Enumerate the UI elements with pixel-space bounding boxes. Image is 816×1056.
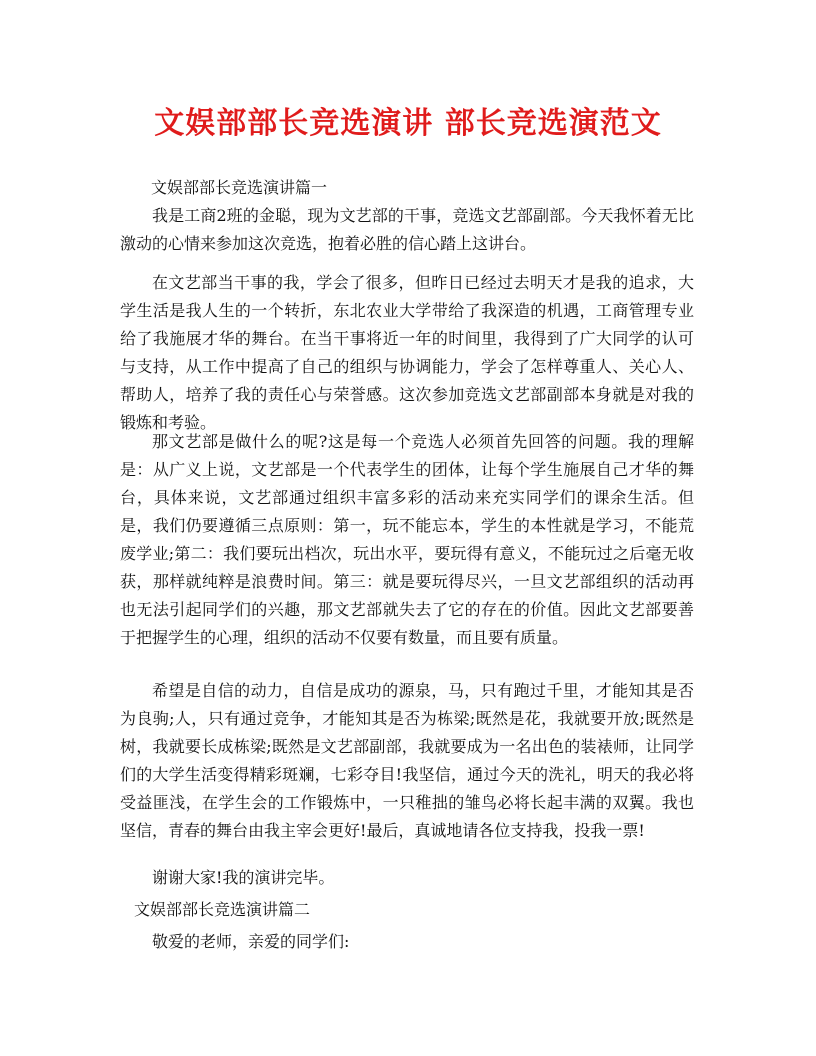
section-heading-1: 文娱部部长竞选演讲篇一 <box>151 178 328 197</box>
paragraph-6: 敬爱的老师，亲爱的同学们: <box>152 932 350 951</box>
paragraph-2: 在文艺部当干事的我，学会了很多，但昨日已经过去明天才是我的追求，大学生活是我人生的一个转折，东北农业大学带给了我深造的机遇，工商管理专业给了我施展才华的舞台。在当干事将近一年的时间里，我得到了广大同学的认可与支持，从工作中提高了自己的组织与协调能力，学会了怎样尊重人、关心人、帮助人，培养了我的责任心与荣誉感。这次参加竞选文艺部副部本身就是对我的锻炼和考验。 <box>120 273 694 432</box>
paragraph-3: 那文艺部是做什么的呢?这是每一个竞选人必须首先回答的问题。我的理解是：从广义上说，文艺部是一个代表学生的团体，让每个学生施展自己才华的舞台，具体来说，文艺部通过组织丰富多彩的活动来充实同学们的课余生活。但是，我们仍要遵循三点原则：第一，玩不能忘本，学生的本性就是学习，不能荒废学业;第二：我们要玩出档次，玩出水平，要玩得有意义，不能玩过之后毫无收获，那样就纯粹是浪费时间。第三：就是要玩得尽兴，一旦文艺部组织的活动再也无法引起同学们的兴趣，那文艺部就失去了它的存在的价值。因此文艺部要善于把握学生的心理，组织的活动不仅要有数量，而且要有质量。 <box>120 432 694 647</box>
section-heading-2: 文娱部部长竞选演讲篇二 <box>134 900 311 919</box>
paragraph-5: 谢谢大家!我的演讲完毕。 <box>152 868 335 887</box>
paragraph-4: 希望是自信的动力，自信是成功的源泉，马，只有跑过千里，才能知其是否为良驹;人，只有通过竞争，才能知其是否为栋梁;既然是花，我就要开放;既然是树，我就要长成栋梁;既然是文艺部副部，我就要成为一名出色的装裱师，让同学们的大学生活变得精彩斑斓，七彩夺目!我坚信，通过今天的洗礼，明天的我必将受益匪浅，在学生会的工作锻炼中，一只稚拙的雏鸟必将长起丰满的双翼。我也坚信，青春的舞台由我主宰会更好!最后，真诚地请各位支持我，投我一票! <box>120 681 694 840</box>
paragraph-1: 我是工商2班的金聪，现为文艺部的干事，竞选文艺部副部。今天我怀着无比激动的心情来参加这次竞选，抱着必胜的信心踏上这讲台。 <box>120 206 694 253</box>
document-title: 文娱部部长竞选演讲 部长竞选演范文 <box>154 106 662 141</box>
